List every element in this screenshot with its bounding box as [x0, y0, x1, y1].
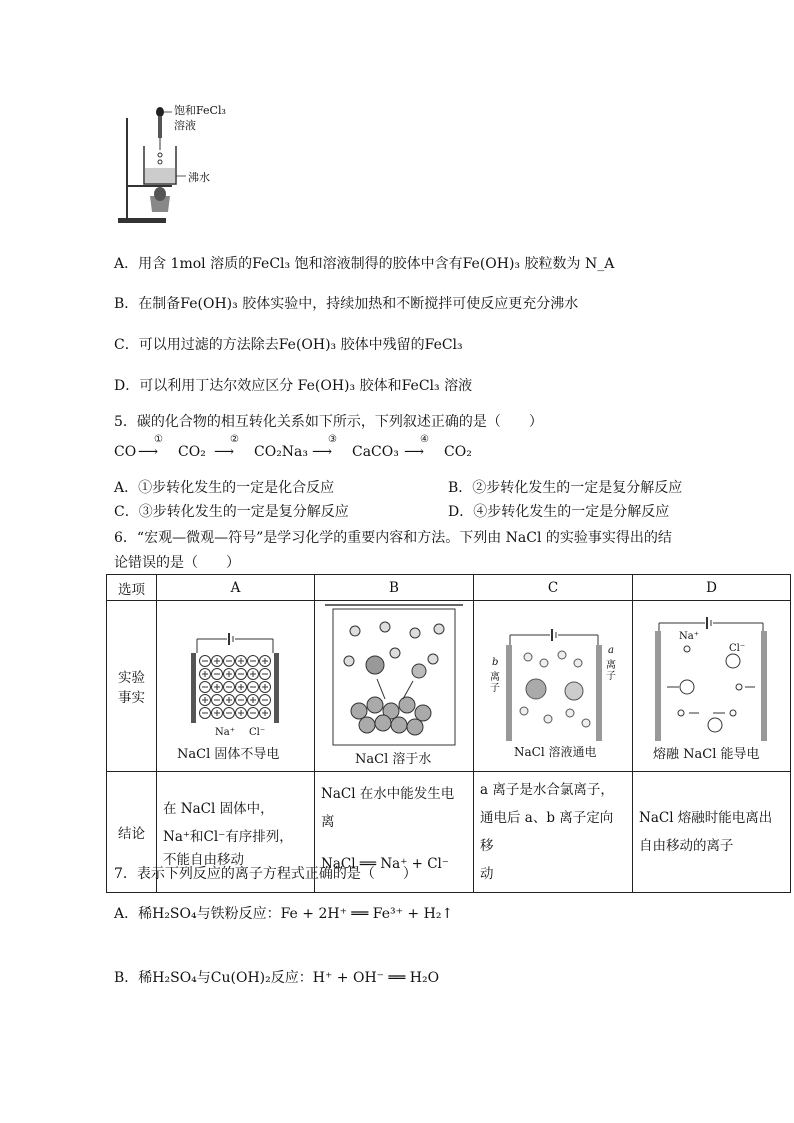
- caption-a: NaCl 固体不导电: [177, 747, 280, 762]
- chain-caco3: CaCO₃: [352, 444, 399, 460]
- caption-b: NaCl 溶于水: [355, 752, 432, 767]
- fact-b-image: [315, 601, 474, 772]
- label-solution: 饱和FeCl₃: [174, 104, 226, 117]
- q5-option-a: A．①步转化发生的一定是化合反应: [114, 480, 335, 496]
- step-4: ④: [420, 434, 429, 445]
- chain-co2-end: CO₂: [444, 444, 472, 460]
- fact-a-image: [157, 601, 315, 772]
- q7-option-a: A．稀H₂SO₄与铁粉反应：Fe + 2H⁺ ══ Fe³⁺ + H₂↑: [114, 906, 454, 922]
- fact-d-image: [633, 601, 791, 772]
- step-2: ②: [230, 434, 239, 445]
- q4-option-c: C．可以用过滤的方法除去Fe(OH)₃ 胶体中残留的FeCl₃: [114, 337, 463, 353]
- c-left-label-b: b: [492, 657, 499, 668]
- q7-option-b: B．稀H₂SO₄与Cu(OH)₂反应：H⁺ + OH⁻ ══ H₂O: [114, 970, 440, 986]
- arrow-4: ⟶: [404, 444, 425, 460]
- conclusion-d: NaCl 熔融时能电离出 自由移动的离子: [633, 772, 791, 893]
- q7-stem: 7．表示下列反应的离子方程式正确的是（ ）: [114, 866, 417, 882]
- c-right-label-a: a: [608, 645, 614, 656]
- chain-co2na3: CO₂Na₃: [254, 444, 309, 460]
- label-water: 沸水: [188, 171, 210, 184]
- header-c: C: [474, 575, 633, 601]
- fact-c-image: [474, 601, 633, 772]
- q4-option-a: A．用含 1mol 溶质的FeCl₃ 饱和溶液制得的胶体中含有Fe(OH)₃ 胶粒数为 N_A: [114, 256, 615, 272]
- c-right-label-1: 离: [606, 660, 616, 671]
- row-label-fact: 实验 事实: [107, 601, 157, 772]
- q6-stem-1: 6．“宏观—微观—符号”是学习化学的重要内容和方法。下列由 NaCl 的实验事实得出的结: [114, 530, 672, 546]
- header-a: A: [157, 575, 315, 601]
- q5-option-c: C．③步转化发生的一定是复分解反应: [114, 504, 349, 520]
- arrow-1: ⟶: [138, 444, 159, 460]
- q6-table: [106, 574, 791, 893]
- d-ion-na: Na⁺: [679, 631, 699, 642]
- chain-co: CO: [114, 444, 137, 460]
- row-label-conclusion: 结论: [107, 772, 157, 893]
- q4-option-d: D．可以利用丁达尔效应区分 Fe(OH)₃ 胶体和FeCl₃ 溶液: [114, 378, 473, 394]
- step-3: ③: [328, 434, 337, 445]
- chain-co2: CO₂: [178, 444, 206, 460]
- d-ion-cl: Cl⁻: [729, 643, 746, 654]
- caption-c: NaCl 溶液通电: [514, 745, 597, 759]
- c-left-label-2: 子: [490, 683, 500, 694]
- q5-option-d: D．④步转化发生的一定是分解反应: [448, 504, 670, 520]
- q5-stem: 5．碳的化合物的相互转化关系如下所示，下列叙述正确的是（ ）: [114, 414, 543, 430]
- ion-cl: Cl⁻: [249, 727, 266, 738]
- c-right-label-2: 子: [606, 671, 616, 682]
- header-option: 选项: [107, 575, 157, 601]
- conclusion-c: a 离子是水合氯离子， 通电后 a、b 离子定向移 动: [474, 772, 633, 893]
- c-left-label-1: 离: [490, 672, 500, 683]
- arrow-3: ⟶: [312, 444, 333, 460]
- q4-option-b: B．在制备Fe(OH)₃ 胶体实验中，持续加热和不断搅拌可使反应更充分沸水: [114, 296, 579, 312]
- q5-option-b: B．②步转化发生的一定是复分解反应: [448, 480, 683, 496]
- conclusion-b: NaCl 在水中能发生电离 NaCl ══ Na⁺ + Cl⁻: [315, 772, 474, 893]
- apparatus-figure: [112, 100, 242, 230]
- ion-na: Na⁺: [215, 727, 235, 738]
- caption-d: 熔融 NaCl 能导电: [653, 747, 760, 762]
- arrow-2: ⟶: [214, 444, 235, 460]
- header-b: B: [315, 575, 474, 601]
- q6-stem-2: 论错误的是（ ）: [114, 555, 240, 571]
- step-1: ①: [154, 434, 163, 445]
- conclusion-a: 在 NaCl 固体中， Na⁺和Cl⁻有序排列， 不能自由移动: [157, 772, 315, 893]
- label-solution-2: 溶液: [174, 119, 196, 132]
- header-d: D: [633, 575, 791, 601]
